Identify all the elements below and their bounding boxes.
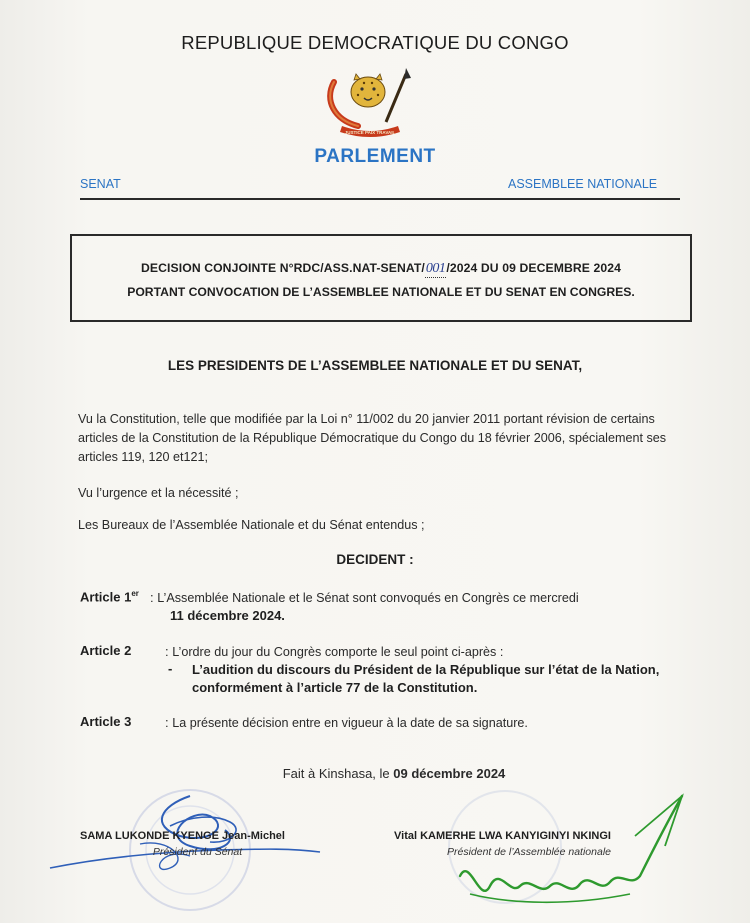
place-date <box>0 766 750 781</box>
header-divider <box>80 198 680 200</box>
decision-number: 001 <box>425 261 446 276</box>
place-date-date: 09 décembre 2024 <box>393 766 506 781</box>
presidents-heading: LES PRESIDENTS DE L’ASSEMBLEE NATIONALE ET DU SENAT, <box>167 358 583 373</box>
article-2-bullet: - <box>168 661 173 676</box>
article-1-date: 11 décembre 2024. <box>170 608 285 623</box>
article-2-body <box>165 643 690 661</box>
article-1-body <box>150 589 690 625</box>
article-3-body <box>165 714 690 732</box>
national-assembly-label: ASSEMBLEE NATIONALE <box>508 177 658 191</box>
decision-title-line1 <box>78 261 684 278</box>
assembly-president-title: Président de l’Assemblée nationale <box>446 846 612 858</box>
senate-president-title: Président du Sénat <box>152 846 243 858</box>
article-1-text: L’Assemblée Nationale et le Sénat sont convoqués en Congrès ce mercredi <box>157 591 579 605</box>
consideration-bureaux: Les Bureaux de l’Assemblée Nationale et du Sénat entendus ; <box>78 518 425 532</box>
decision-title-line2: PORTANT CONVOCATION DE L’ASSEMBLEE NATIONALE ET DU SENAT EN CONGRES. <box>127 285 635 299</box>
decision-prefix: DECISION CONJOINTE N°RDC/ASS.NAT-SENAT/ <box>141 261 425 275</box>
senate-label: SENAT <box>80 177 121 191</box>
coat-of-arms-icon <box>320 64 420 142</box>
svg-text:JUSTICE PAIX TRAVAIL: JUSTICE PAIX TRAVAIL <box>344 130 396 135</box>
country-heading: REPUBLIQUE DEMOCRATIQUE DU CONGO <box>181 32 569 53</box>
article-1-colon: : <box>150 590 158 605</box>
decision-suffix: /2024 DU 09 DECEMBRE 2024 <box>446 261 621 275</box>
article-3-text: La présente décision entre en vigueur à la date de sa signature. <box>172 716 528 730</box>
place-date-prefix: Fait à Kinshasa, le <box>282 766 394 781</box>
parliament-heading: PARLEMENT <box>314 146 436 167</box>
article-2-colon: : <box>165 644 173 659</box>
article-2-label: Article 2 <box>80 643 132 658</box>
senate-president-name: SAMA LUKONDE KYENGE Jean-Michel <box>80 830 285 842</box>
article-1-label <box>80 589 139 604</box>
assembly-president-name: Vital KAMERHE LWA KANYIGINYI NKINGI <box>394 830 611 842</box>
consideration-urgency: Vu l’urgence et la nécessité ; <box>78 486 239 500</box>
article-2-text: L’ordre du jour du Congrès comporte le seul point ci-après : <box>172 645 504 659</box>
decident-heading: DECIDENT : <box>336 552 414 567</box>
article-1-label-sup: er <box>131 589 139 598</box>
article-1-label-text: Article 1 <box>80 589 132 605</box>
article-3-label: Article 3 <box>80 714 132 729</box>
decision-title-box <box>70 234 692 322</box>
consideration-constitution: Vu la Constitution, telle que modifiée par la Loi n° 11/002 du 20 janvier 2011 portant révision de certains articles de la Constitution de la République Démocratique du Congo du 18 février 2006, spécialement ses articles 119, 120 et121; <box>78 412 667 464</box>
article-3-colon: : <box>165 715 173 730</box>
article-2-agenda-item: L’audition du discours du Président de la République sur l’état de la Nation, conformément à l’article 77 de la Constitution. <box>192 662 660 695</box>
